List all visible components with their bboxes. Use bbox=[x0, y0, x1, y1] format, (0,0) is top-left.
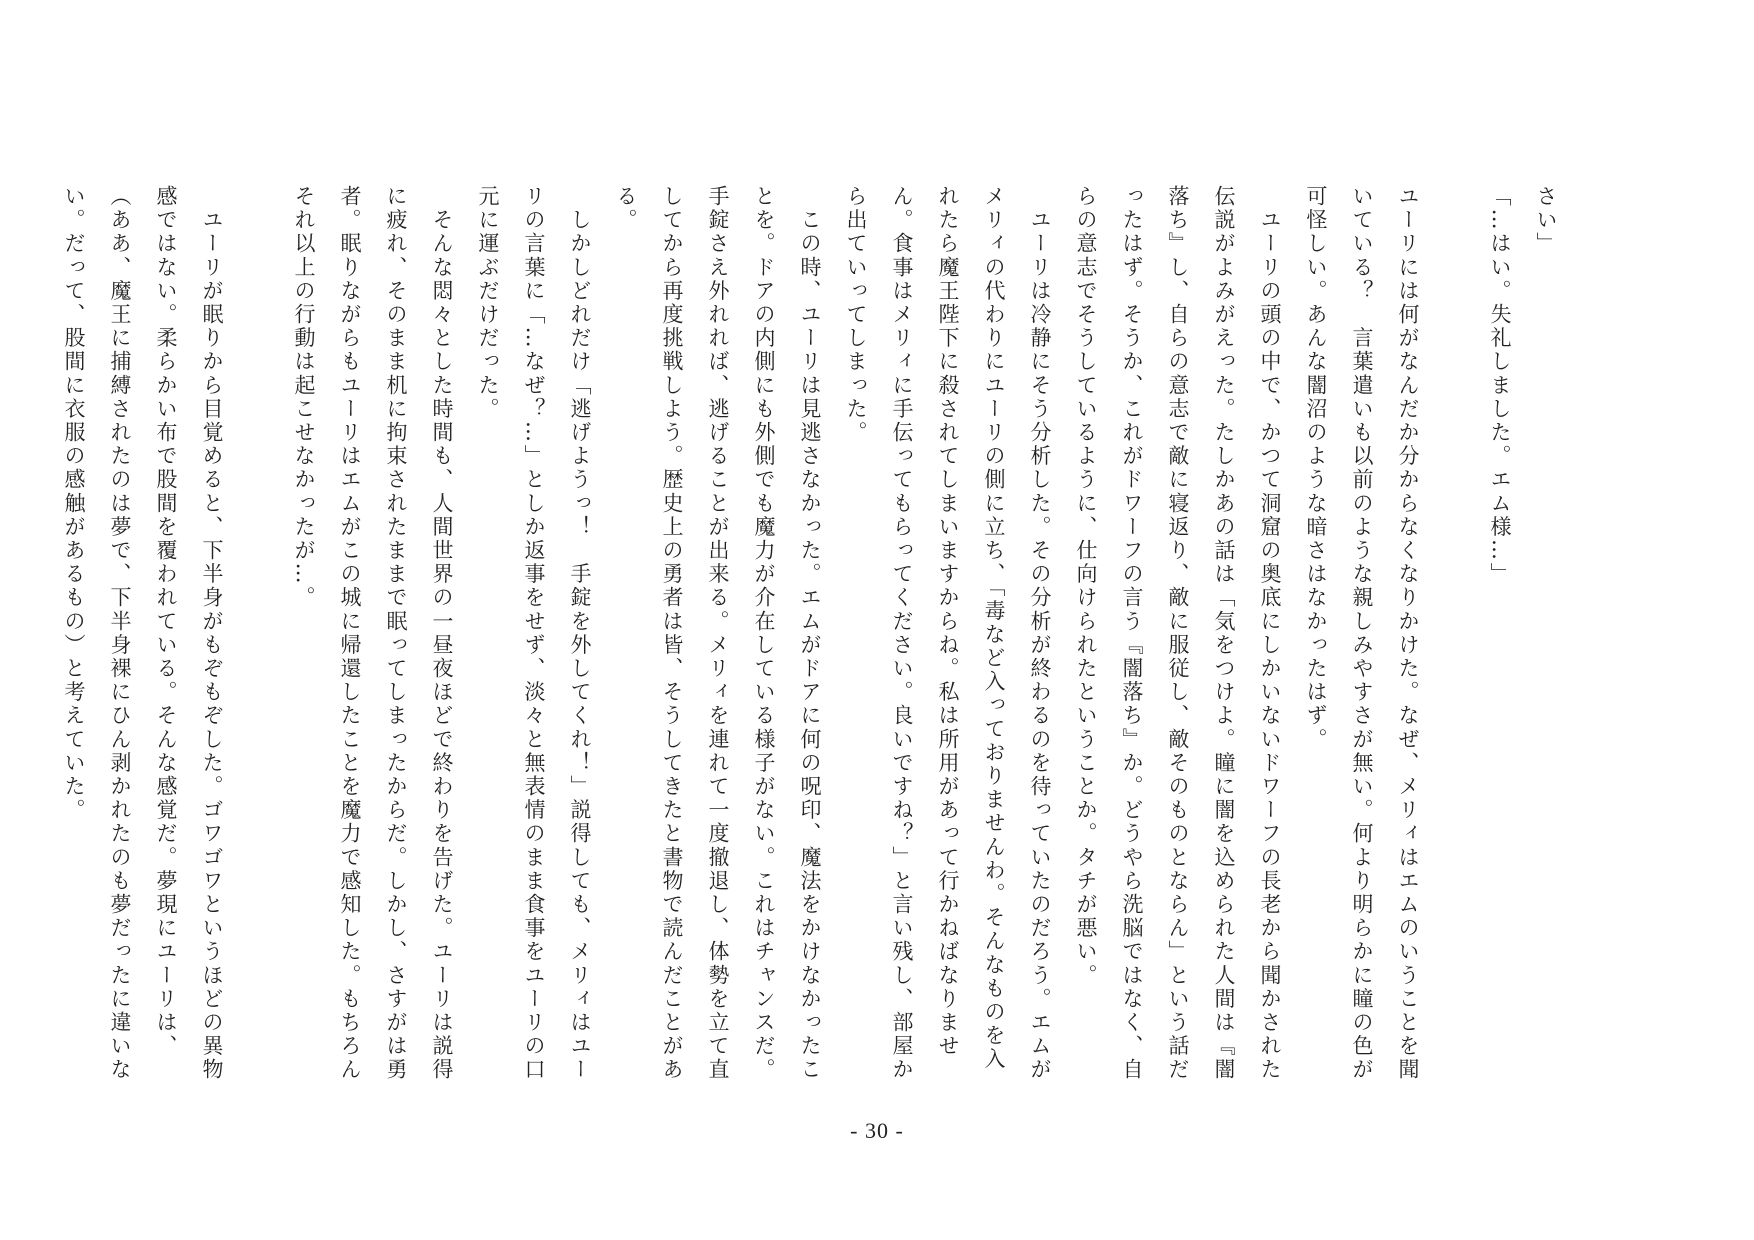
blank-line bbox=[1431, 185, 1477, 1085]
paragraph-line: 「…はい。失礼しました。エム様…」 bbox=[1488, 185, 1512, 587]
paragraph-line: この時、ユーリは見逃さなかった。エムがドアに何の呪印、魔法をかけなかったことを。ドアの内側にも外側でも魔力が介在している様子がない。これはチャンスだ。手錠さえ外れれば、逃げることが出来る。メリィを連れて一度撤退し、体勢を立て直してから再度挑戦しよう。歴史上の勇者は皆、そうしてきたと書物で読んだことがある。 bbox=[614, 185, 822, 1082]
blank-line bbox=[5, 185, 51, 1085]
paragraph-line: ユーリが眠りから目覚めると、下半身がもぞもぞした。ゴワゴワというほどの異物感ではない。柔らかい布で股間を覆われている。そんな感覚だ。夢現にユーリは、（ああ、魔王に捕縛されたのは夢で、下半身裸にひん剥かれたのも夢だったに違いない。だって、股間に衣服の感触があるもの）と考えていた。 bbox=[62, 185, 224, 1082]
paragraph-line: さい」 bbox=[1534, 185, 1558, 256]
paragraph-line: ユーリは冷静にそう分析した。その分析が終わるのを待っていたのだろう。エムがメリィの代わりにユーリの側に立ち、「毒など入っておりませんわ。そんなものを入れたら魔王陛下に殺されてしまいますからね。私は所用があって行かねばなりません。食事はメリィに手伝ってもらってください。良いですね？」と言い残し、部屋から出ていってしまった。 bbox=[844, 185, 1052, 1082]
blank-line bbox=[235, 185, 281, 1085]
vertical-text-body bbox=[0, 185, 1569, 1085]
page-number: - 30 - bbox=[850, 1118, 904, 1143]
paragraph-line: ユーリには何がなんだか分からなくなりかけた。なぜ、メリィはエムのいうことを聞いている？ 言葉遣いも以前のような親しみやすさが無い。何より明らかに瞳の色が可怪しい。あんな闇沼のような暗さはなかったはず。 bbox=[1304, 185, 1420, 1082]
paragraph-line: ユーリの頭の中で、かつて洞窟の奥底にしかいないドワーフの長老から聞かされた伝説がよみがえった。たしかあの話は「気をつけよ。瞳に闇を込められた人間は『闇落ち』し、自らの意志で敵に寝返り、敵に服従し、敵そのものとならん」という話だったはず。そうか、これがドワーフの言う『闇落ち』か。どうやら洗脳ではなく、自らの意志でそうしているように、仕向けられたということか。タチが悪い。 bbox=[1074, 185, 1282, 1082]
paragraph-line: しかしどれだけ「逃げようっ！ 手錠を外してくれ！」説得しても、メリィはユーリの言葉に「…なぜ？…」としか返事をせず、淡々と無表情のまま食事をユーリの口元に運ぶだけだった。 bbox=[476, 185, 592, 1082]
paragraph-line: そんな悶々とした時間も、人間世界の一昼夜ほどで終わりを告げた。ユーリは説得に疲れ、そのまま机に拘束されたままで眠ってしまったからだ。しかし、さすがは勇者。眠りながらもユーリはエムがこの城に帰還したことを魔力で感知した。もちろんそれ以上の行動は起こせなかったが…。 bbox=[292, 185, 454, 1082]
paragraph-line bbox=[0, 185, 5, 1085]
